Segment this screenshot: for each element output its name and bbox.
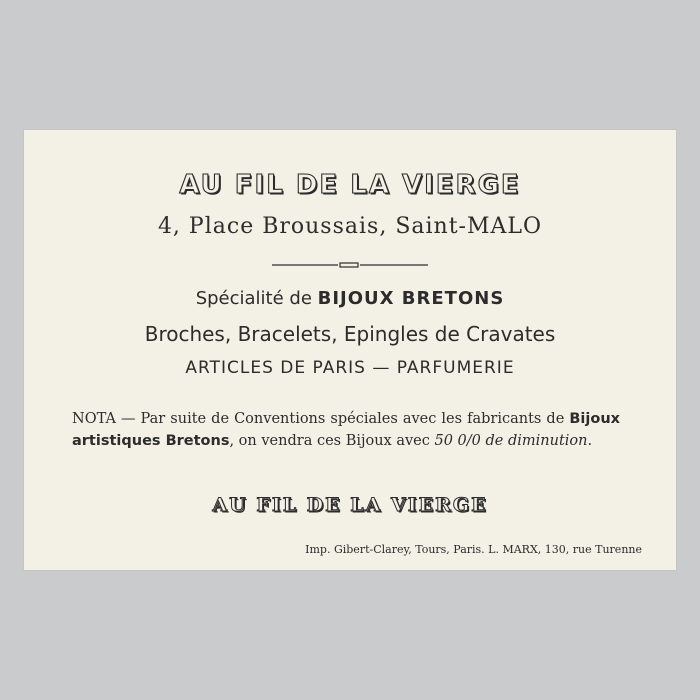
specialite-prefix: Spécialité de — [195, 288, 318, 309]
trade-card — [24, 130, 676, 570]
nota-bold: Bijoux artistiques Bretons — [72, 411, 620, 449]
specialite-bold: BIJOUX BRETONS — [317, 288, 505, 309]
specialite-line — [24, 288, 676, 309]
products-line: Broches, Bracelets, Epingles de Cravates — [144, 322, 556, 346]
ornamental-divider — [272, 262, 428, 268]
address: 4, Place Broussais, Saint-MALO — [157, 214, 543, 239]
card-title: AU FIL DE LA VIERGE — [179, 170, 521, 200]
nota-italic: 50 0/0 de diminution — [434, 433, 588, 449]
nota-paragraph — [72, 408, 620, 452]
nota-text-2: , on vendra ces Bijoux avec — [229, 433, 435, 449]
articles-line: ARTICLES DE PARIS — PARFUMERIE — [185, 358, 515, 378]
footer-title: AU FIL DE LA VIERGE — [212, 494, 488, 516]
printer-imprint: Imp. Gibert-Clarey, Tours, Paris. L. MARX, 130, rue Turenne — [305, 543, 642, 556]
nota-text-3: . — [587, 433, 593, 449]
nota-text-1: NOTA — Par suite de Conventions spéciales avec les fabricants de — [72, 411, 570, 427]
